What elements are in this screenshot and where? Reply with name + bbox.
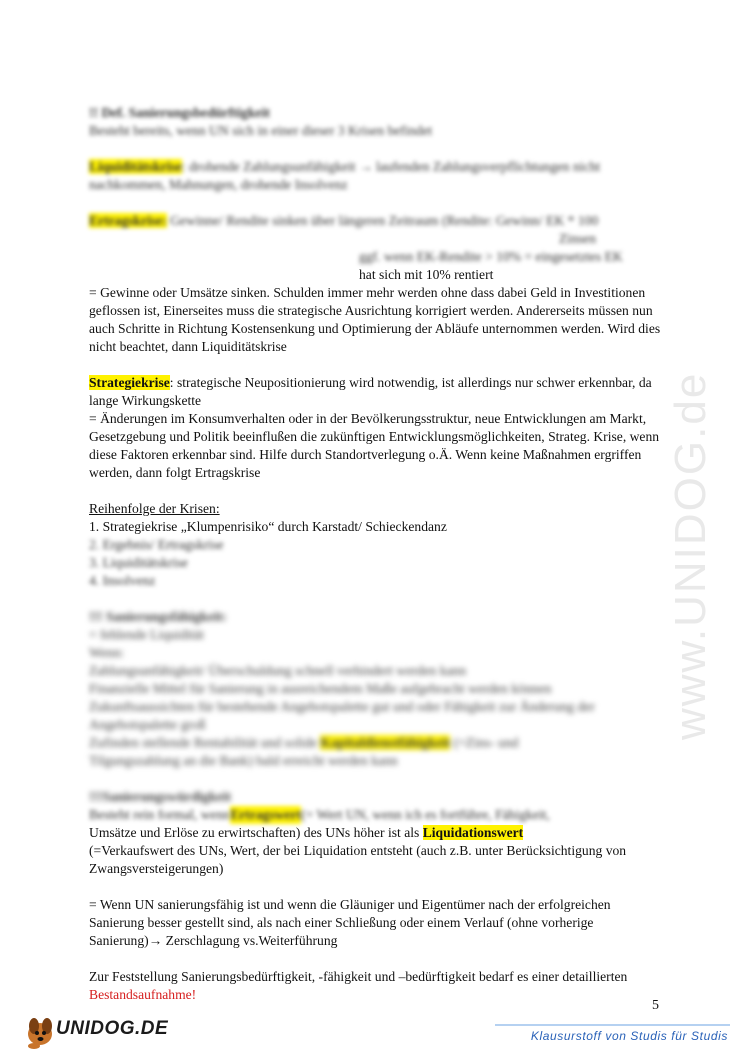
kapitaldienst-pre: Zufinden stellende Rentabilität und solide <box>89 735 321 750</box>
page-number: 5 <box>652 998 659 1013</box>
liquidationswert-explanation: (=Verkaufswert des UNs, Wert, der bei Liquidation entsteht (auch z.B. unter Berücksichtigung von Zwangsversteigerungen) <box>89 843 627 876</box>
strategiekrise-label: Strategiekrise <box>89 375 170 390</box>
sanierungswuerdigkeit-pre: Besteht rein formal, wenn <box>89 807 231 822</box>
liquidationswert-label: Liquidationswert <box>422 825 524 840</box>
sanierungswuerdigkeit-post: (= Wert UN, wenn ich es fortführe, Fähigkeit, <box>301 807 550 822</box>
order-item-4: 4. Insolvenz <box>89 573 156 588</box>
final-text: Zur Feststellung Sanierungsbedürftigkeit, -fähigkeit und –bedürftigkeit bedarf es einer detaillierten <box>89 969 628 984</box>
section-intro: Besteht bereits, wenn UN sich in einer dieser 3 Krisen befindet <box>89 123 433 138</box>
section-title-sanierungsbeduerftigkeit: !! Def. Sanierungsbedürftigkeit <box>89 105 270 120</box>
order-item-2: 2. Ergebnis/ Ertragskrise <box>89 537 224 552</box>
footer-tagline: Klausurstoff von Studis für Studis <box>530 1029 728 1043</box>
strategiekrise-paragraph <box>89 374 664 410</box>
kapitaldienstfaehigkeit-label: Kapitaldienstfähigkeit <box>320 735 451 750</box>
ertragskrise-label: Ertragskrise: <box>89 213 167 228</box>
order-title: Reihenfolge der Krisen: <box>89 501 220 516</box>
document-body <box>89 104 664 1004</box>
ertragswert-label: Ertragswert <box>230 807 302 822</box>
sanierungsfaehigkeit-line-5: Zukunftsaussichten für bestehende Angebotspalette gut und oder Fähigkeit zur Änderung der Angebotspalette groß <box>89 699 595 732</box>
ertragskrise-zinsen: Zinsen <box>559 231 596 246</box>
sanierungsfaehigkeit-line-2: Wenn: <box>89 645 125 660</box>
section-title-sanierungswuerdigkeit: !!!Sanierungswürdigkeit <box>89 789 231 804</box>
kapitaldienst-post: (=Zins- und <box>450 735 519 750</box>
ertragskrise-explanation: = Gewinne oder Umsätze sinken. Schulden immer mehr werden ohne dass dabei Geld in Investitionen geflossen ist, Einerseites muss die strategische Ausrichtung korrigiert werden. Andererseits müssen nun auch Schritte in Richtung Kostensenkung und Optimierung der Abläufe unternommen werden. Wird dies nicht beachtet, dann Liquiditätskrise <box>89 285 661 354</box>
sanierungsfaehigkeit-line-3: Zahlungsunfähigkeit/ Überschuldung schnell verhindert werden kann <box>89 663 467 678</box>
sanierungswuerdigkeit-line-2 <box>89 824 664 842</box>
ertragskrise-note: hat sich mit 10% rentiert <box>359 267 494 282</box>
sanierungsfaehigkeit-line-6 <box>89 734 664 752</box>
liquiditaetskrise-paragraph <box>89 158 664 176</box>
strategiekrise-text: : strategische Neupositionierung wird notwendig, ist allerdings nur schwer erkennbar, da lange Wirkungskette <box>89 375 652 408</box>
liquiditaetskrise-text-2: nachkommen, Mahnungen, drohende Insolvenz <box>89 177 348 192</box>
ertragskrise-formula-note: ggf. wenn EK-Rendite > 10% = eingesetztes EK <box>359 249 623 264</box>
order-item-3: 3. Liquiditätskrise <box>89 555 188 570</box>
final-paragraph <box>89 968 664 1004</box>
sanierungsfaehigkeit-line-1: = fehlende Liquidität <box>89 627 204 642</box>
sanierungsfaehigkeit-line-7: Tilgungszahlung an die Bank) bald erreicht werden kann <box>89 753 398 768</box>
sanierungswuerdigkeit-conclusion <box>89 896 664 950</box>
ertragskrise-paragraph <box>89 212 664 230</box>
liquiditaetskrise-text: : drohende Zahlungsunfähigkeit → laufenden Zahlungsverpflichtungen nicht <box>181 159 601 174</box>
sanierungsfaehigkeit-line-4: Finanzielle Mittel für Sanierung in ausreichendem Maße aufgebracht werden können <box>89 681 552 696</box>
arrow-icon: → <box>148 933 163 948</box>
conclusion-text: = Wenn UN sanierungsfähig ist und wenn die Gläuniger und Eigentümer nach der erfolgreichen Sanierung besser gestellt sind, als nach einer Schließung oder einem Verlauf (ohne vorherige Sanierung) <box>89 897 611 948</box>
ertragskrise-text: Gewinne/ Rendite sinken über längeren Zeitraum (Rendite: Gewinn/ EK * 100 <box>166 213 599 228</box>
bestandsaufnahme-text: Bestandsaufnahme! <box>89 987 197 1002</box>
order-item-1: 1. Strategiekrise „Klumpenrisiko“ durch Karstadt/ Schieckendanz <box>89 519 447 534</box>
footer-divider <box>495 1024 730 1026</box>
strategiekrise-explanation: = Änderungen im Konsumverhalten oder in der Bevölkerungsstruktur, neue Entwicklungen am Markt, Gesetzgebung und Politik beeinflußen die zukünftigen Entwicklungsmöglichkeiten, Strateg. Krise, wenn diese Faktoren erkennbar sind. Hilfe durch Standortverlegung o.Ä. Wenn keine Maßnahmen ergriffen werden, dann folgt Ertragskrise <box>89 411 660 480</box>
watermark-text: www.UNIDOG.de <box>666 371 715 740</box>
conclusion-result: Zerschlagung vs.Weiterführung <box>162 933 338 948</box>
liquiditaetskrise-label: Liquiditätskrise <box>89 159 182 174</box>
logo-text: UNIDOG.DE <box>56 1018 169 1039</box>
section-title-sanierungsfaehigkeit: !!! Sanierungsfähigkeit: <box>89 609 227 624</box>
sanierungswuerdigkeit-line-1 <box>89 806 664 824</box>
sanierungswuerdigkeit-line-2-text: Umsätze und Erlöse zu erwirtschaften) des UNs höher ist als <box>89 825 423 840</box>
